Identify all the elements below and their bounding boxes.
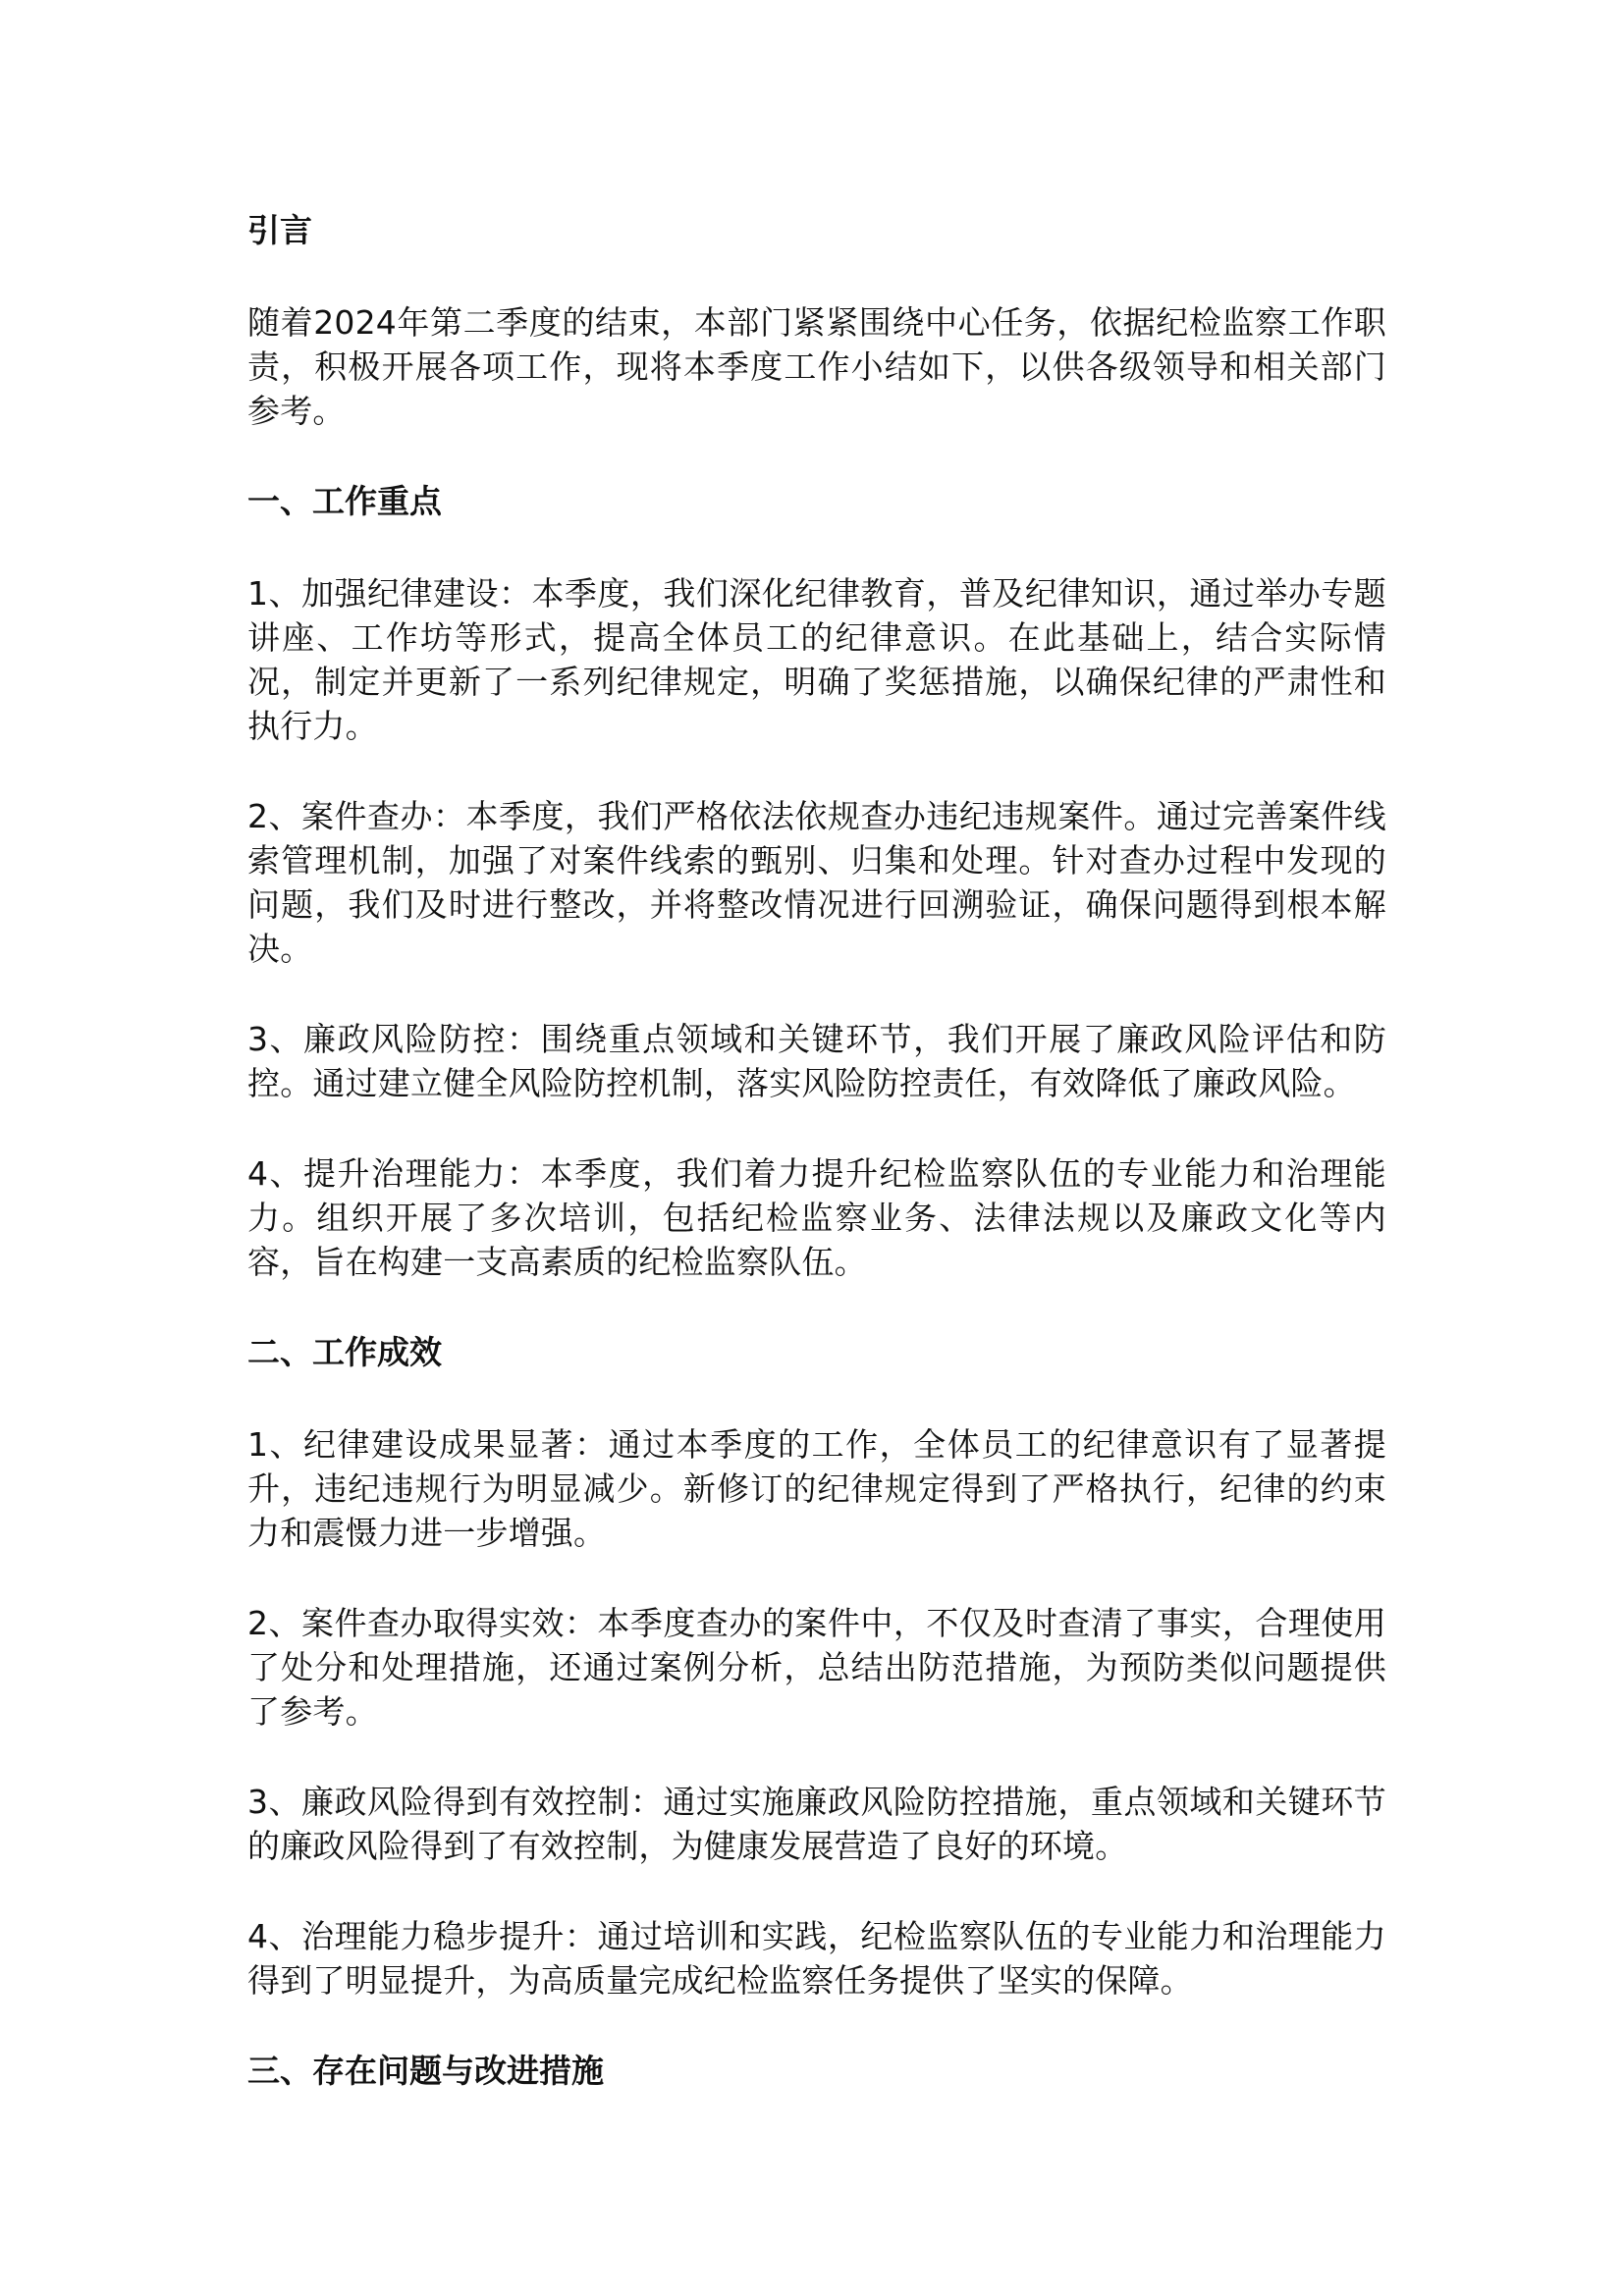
section-2-item-2: 2、案件查办取得实效：本季度查办的案件中，不仅及时查清了事实，合理使用了处分和处理措施，还通过案例分析，总结出防范措施，为预防类似问题提供了参考。 [247,1604,1386,1731]
section-3-heading: 三、存在问题与改进措施 [247,2052,604,2090]
section-1-item-3: 3、廉政风险防控：围绕重点领域和关键环节，我们开展了廉政风险评估和防控。通过建立健全风险防控机制，落实风险防控责任，有效降低了廉政风险。 [247,1020,1386,1102]
section-1-item-2: 2、案件查办：本季度，我们严格依法依规查办违纪违规案件。通过完善案件线索管理机制，加强了对案件线索的甄别、归集和处理。针对查办过程中发现的问题，我们及时进行整改，并将整改情况进行回溯验证，确保问题得到根本解决。 [247,797,1386,968]
document-page [247,208,1386,2094]
section-2-item-1: 1、纪律建设成果显著：通过本季度的工作，全体员工的纪律意识有了显著提升，违纪违规行为明显减少。新修订的纪律规定得到了严格执行，纪律的约束力和震慑力进一步增强。 [247,1425,1386,1552]
section-2-item-4: 4、治理能力稳步提升：通过培训和实践，纪检监察队伍的专业能力和治理能力得到了明显提升，为高质量完成纪检监察任务提供了坚实的保障。 [247,1917,1386,2000]
section-2-item-3: 3、廉政风险得到有效控制：通过实施廉政风险防控措施，重点领域和关键环节的廉政风险得到了有效控制，为健康发展营造了良好的环境。 [247,1783,1386,1865]
section-1-heading: 一、工作重点 [247,482,442,520]
intro-heading: 引言 [247,211,312,249]
section-1-item-4: 4、提升治理能力：本季度，我们着力提升纪检监察队伍的专业能力和治理能力。组织开展了多次培训，包括纪检监察业务、法律法规以及廉政文化等内容，旨在构建一支高素质的纪检监察队伍。 [247,1154,1386,1281]
section-2-heading: 二、工作成效 [247,1333,442,1371]
intro-paragraph: 随着2024年第二季度的结束，本部门紧紧围绕中心任务，依据纪检监察工作职责，积极开展各项工作，现将本季度工作小结如下，以供各级领导和相关部门参考。 [247,303,1386,430]
section-1-item-1: 1、加强纪律建设：本季度，我们深化纪律教育，普及纪律知识，通过举办专题讲座、工作坊等形式，提高全体员工的纪律意识。在此基础上，结合实际情况，制定并更新了一系列纪律规定，明确了奖惩措施，以确保纪律的严肃性和执行力。 [247,574,1386,745]
